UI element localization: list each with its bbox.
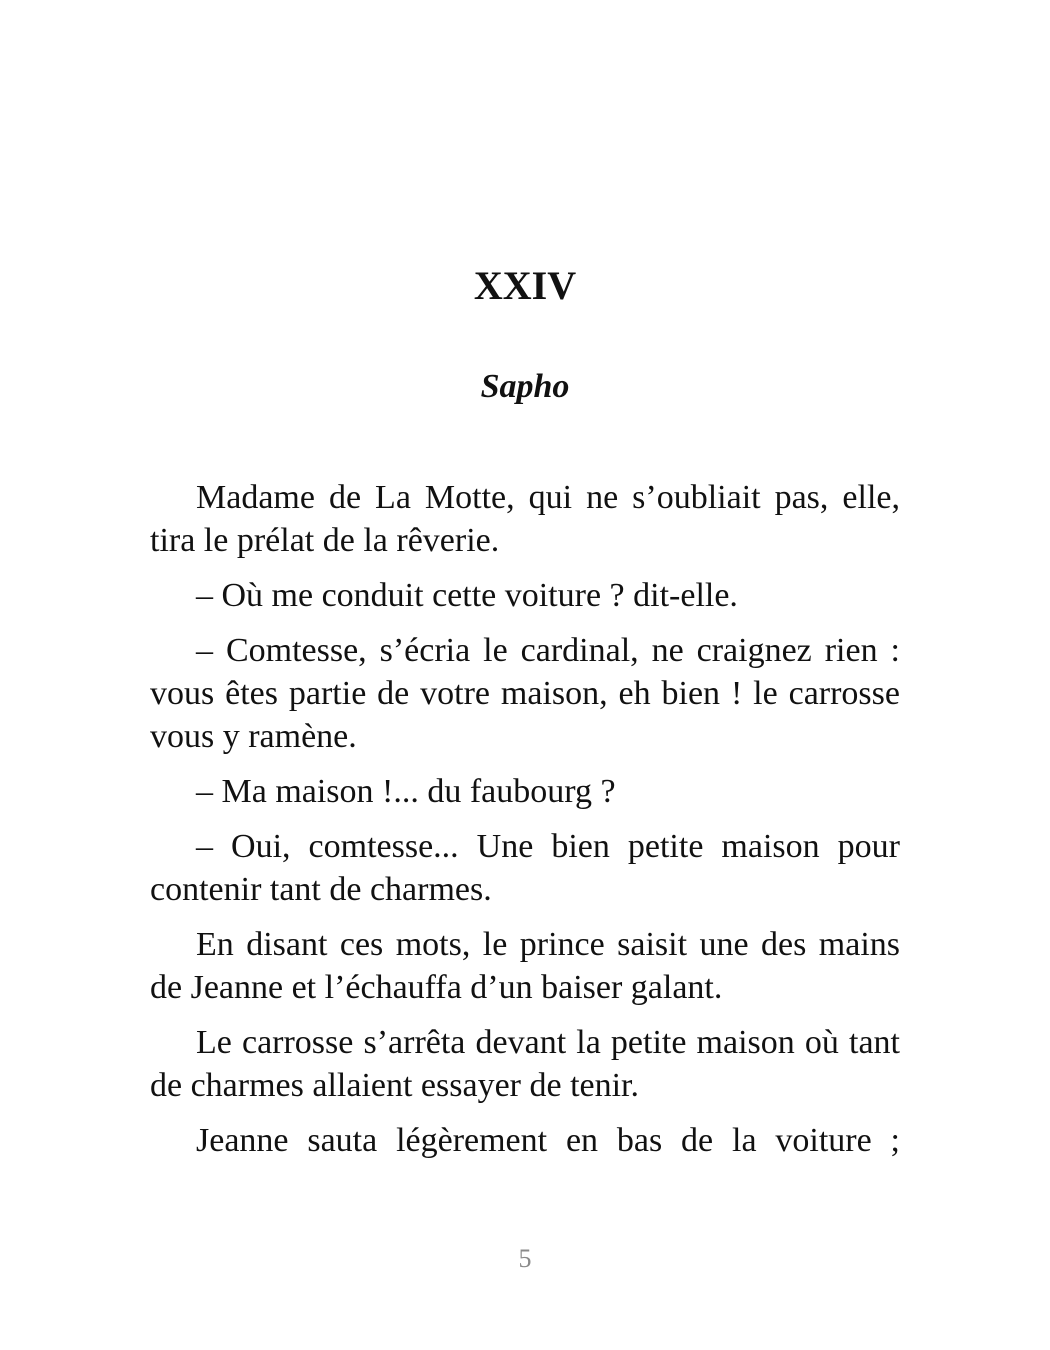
- book-page: [150, 0, 900, 1350]
- paragraph: Madame de La Motte, qui ne s’oubliait pas, elle, tira le prélat de la rêverie.: [150, 479, 900, 559]
- paragraph: – Oui, comtesse... Une bien petite maison pour contenir tant de charmes.: [150, 828, 900, 908]
- paragraph: – Comtesse, s’écria le cardinal, ne craignez rien : vous êtes partie de votre maison, eh bien ! le carrosse vous y ramène.: [150, 632, 900, 755]
- paragraph: Le carrosse s’arrêta devant la petite maison où tant de charmes allaient essayer de tenir.: [150, 1024, 900, 1104]
- chapter-title: Sapho: [480, 368, 570, 405]
- paragraph: – Où me conduit cette voiture ? dit-elle.: [196, 577, 738, 614]
- paragraph: – Ma maison !... du faubourg ?: [196, 773, 616, 810]
- page-number: 5: [518, 1244, 532, 1273]
- chapter-number: XXIV: [473, 263, 577, 308]
- chapter-body: [150, 476, 900, 1174]
- paragraph: En disant ces mots, le prince saisit une des mains de Jeanne et l’échauffa d’un baiser galant.: [150, 926, 900, 1006]
- paragraph: Jeanne sauta légèrement en bas de la voiture ;: [196, 1122, 900, 1159]
